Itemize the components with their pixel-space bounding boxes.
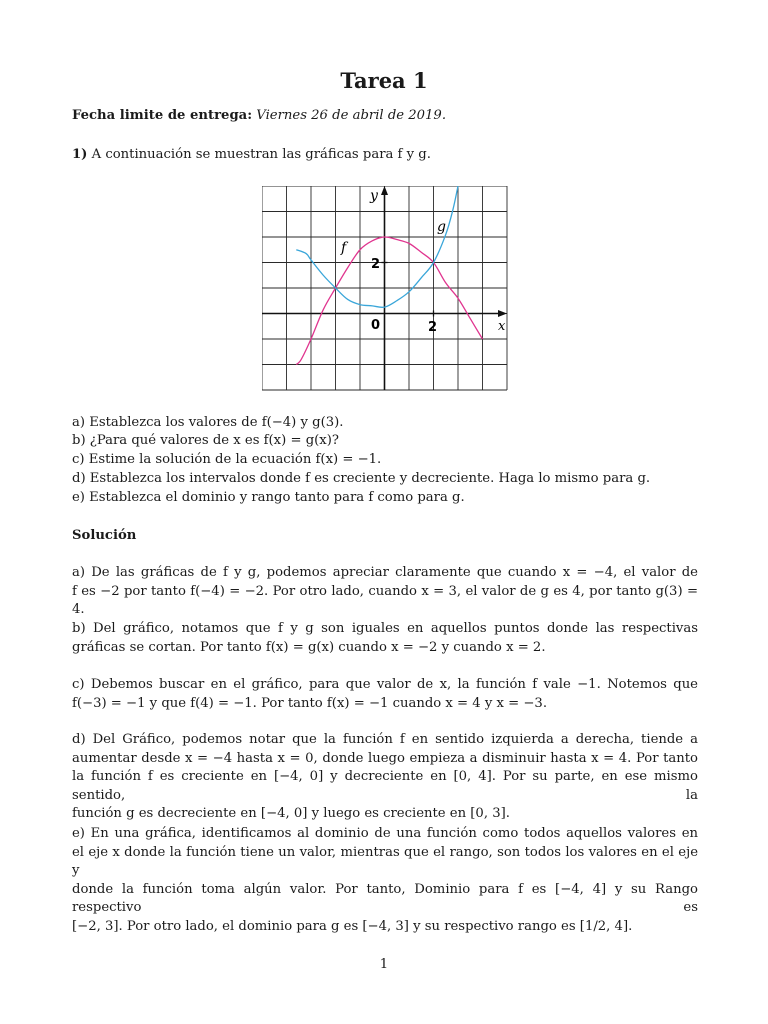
question-b: b) ¿Para qué valores de x es f(x) = g(x)? xyxy=(72,433,339,448)
y-tick-two-label: 2 xyxy=(371,257,381,272)
page-number: 1 xyxy=(379,957,389,972)
solution-e-line: e) En una gráfica, identificamos al dominio de una función como todos aquellos valores en xyxy=(72,826,698,841)
solution-heading: Solución xyxy=(72,528,137,543)
curve-f xyxy=(296,237,482,365)
solution-b-line: gráficas se cortan. Por tanto f(x) = g(x) cuando x = −2 y cuando x = 2. xyxy=(72,639,546,655)
question-a: a) Establezca los valores de f(−4) y g(3). xyxy=(72,415,344,430)
solution-c-line: c) Debemos buscar en el gráfico, para que valor de x, la función f vale −1. Notemos que xyxy=(72,677,698,692)
solution-e-line: donde la función toma algún valor. Por tanto, Dominio para f es [−4, 4] y su Rango respectivo es xyxy=(72,881,698,915)
solution-c xyxy=(72,676,698,713)
x-axis-label: x xyxy=(498,319,506,334)
solution-d-line: d) Del Gráfico, podemos notar que la función f en sentido izquierda a derecha, tiende a xyxy=(72,732,698,747)
question-e: e) Establezca el dominio y rango tanto para f como para g. xyxy=(72,490,465,505)
solution-d-line: función g es decreciente en [−4, 0] y luego es creciente en [0, 3]. xyxy=(72,806,510,821)
page-title: Tarea 1 xyxy=(340,68,428,93)
deadline-value: Viernes 26 de abril de 2019. xyxy=(256,108,447,123)
deadline-label: Fecha limite de entrega: xyxy=(72,108,253,123)
solution-d-line: la función f es creciente en [−4, 0] y decreciente en [0, 4]. Por su parte, en ese mismo sentido, la xyxy=(72,769,698,803)
x-tick-two-label: 2 xyxy=(428,320,438,335)
problem-number: 1) xyxy=(72,147,88,162)
x-axis-arrow-icon xyxy=(498,310,507,317)
problem-statement-line xyxy=(72,146,431,165)
solution-b-line: b) Del gráfico, notamos que f y g son iguales en aquellos puntos donde las respectivas xyxy=(72,621,698,636)
solution-a-line: a) De las gráficas de f y g, podemos apreciar claramente que cuando x = −4, el valor de xyxy=(72,565,698,580)
label-f: f xyxy=(341,240,347,256)
problem-statement: A continuación se muestran las gráficas para f y g. xyxy=(91,147,431,162)
y-axis-label: y xyxy=(370,188,378,204)
function-graph xyxy=(262,186,510,392)
question-c: c) Estime la solución de la ecuación f(x) = −1. xyxy=(72,452,382,467)
deadline-line xyxy=(72,107,446,126)
solution-e-line: el eje x donde la función tiene un valor, mientras que el rango, son todos los valores en el eje y xyxy=(72,844,698,878)
solution-c-line: f(−3) = −1 y que f(4) = −1. Por tanto f(x) = −1 cuando x = 4 y x = −3. xyxy=(72,695,548,711)
question-d: d) Establezca los intervalos donde f es creciente y decreciente. Haga lo mismo para g. xyxy=(72,471,651,486)
solution-a-line: f es −2 por tanto f(−4) = −2. Por otro lado, cuando x = 3, el valor de g es 4, por tanto g(3) = 4. xyxy=(72,583,698,617)
origin-label: 0 xyxy=(371,318,381,333)
solution-b xyxy=(72,620,698,657)
solution-d-line: aumentar desde x = −4 hasta x = 0, donde luego empieza a disminuir hasta x = 4. Por tanto xyxy=(72,750,698,766)
solution-e xyxy=(72,825,698,936)
solution-e-line: [−2, 3]. Por otro lado, el dominio para g es [−4, 3] y su respectivo rango es [1/2, 4]. xyxy=(72,918,633,934)
solution-d xyxy=(72,731,698,824)
solution-a xyxy=(72,564,698,620)
y-axis-arrow-icon xyxy=(381,186,388,195)
label-g: g xyxy=(437,219,446,235)
